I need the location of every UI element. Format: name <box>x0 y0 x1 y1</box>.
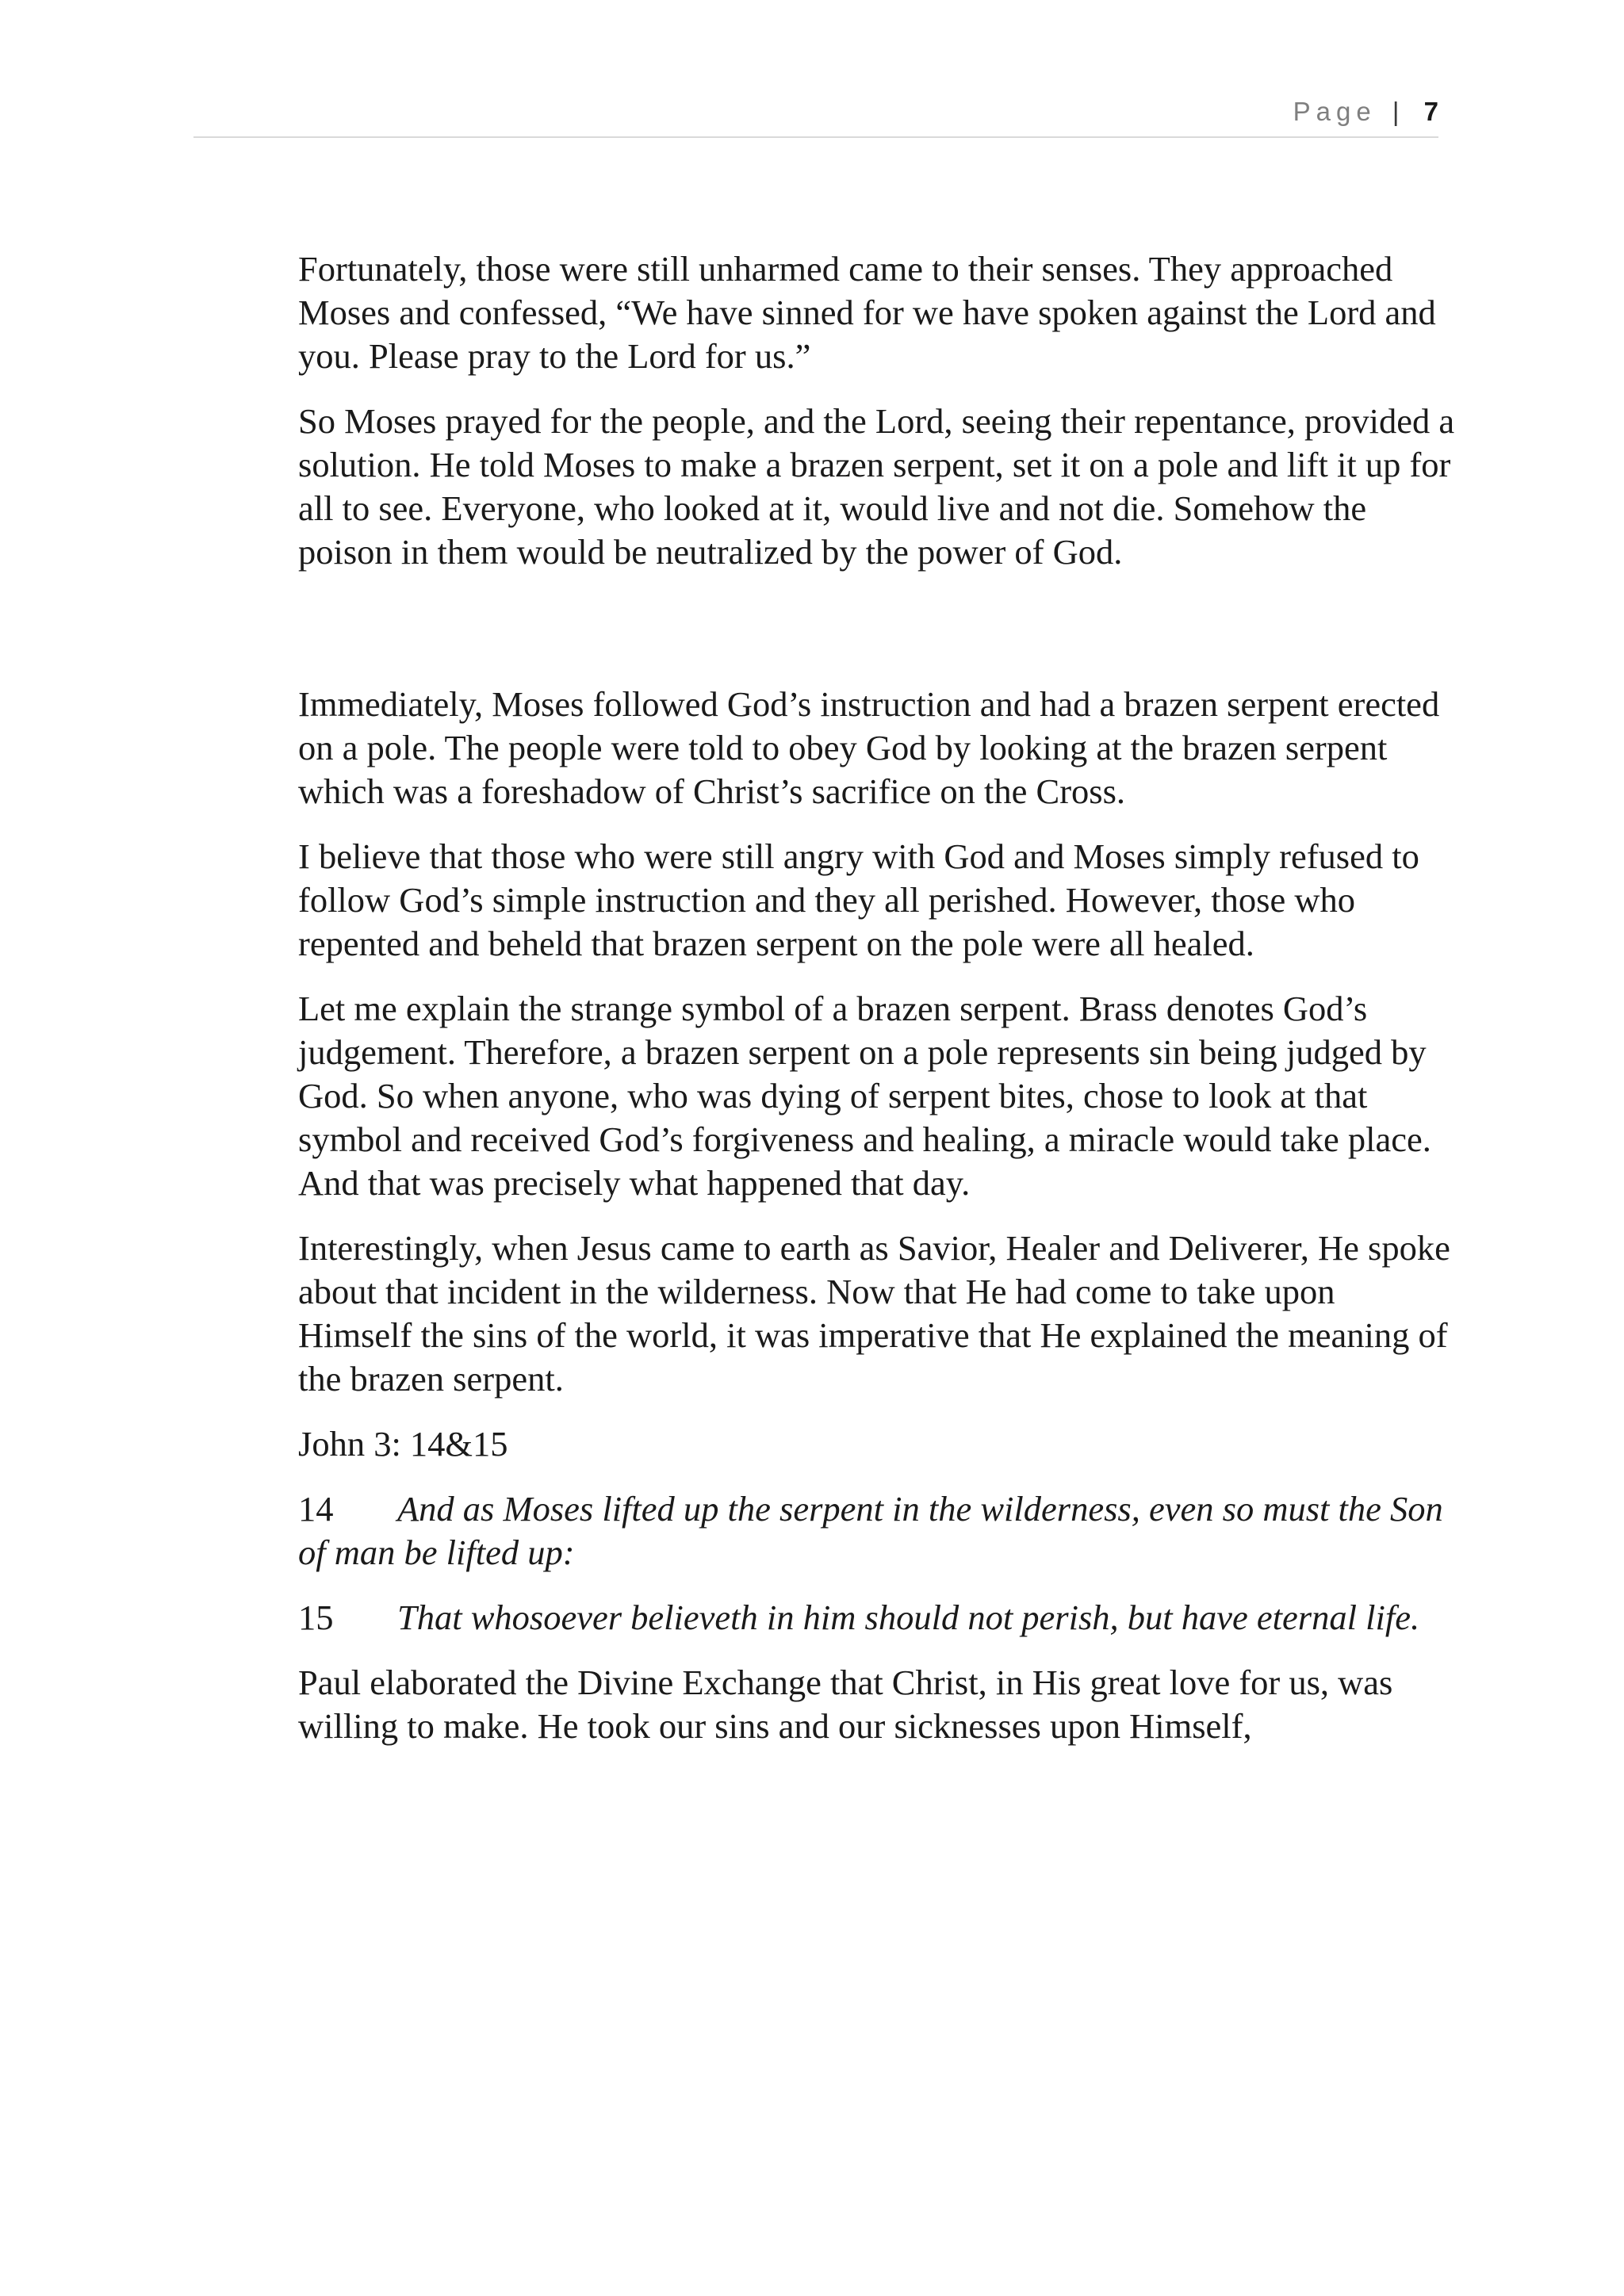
paragraph-repentance: Fortunately, those were still unharmed came to their senses. They approached Moses and confessed, “We have sinned for we have spoken against the Lord and you. Please pray to the Lord for us.” <box>298 249 1436 376</box>
page-word: Page <box>1293 97 1377 126</box>
verse-number: 15 <box>298 1598 334 1637</box>
paragraph-belief: I believe that those who were still angry with God and Moses simply refused to follow God’s simple instruction and they all perished. However, those who repented and beheld that brazen serpent on the pole were all healed. <box>298 836 1419 963</box>
verse-text: And as Moses lifted up the serpent in the wilderness, even so must the Son of man be lifted up: <box>298 1489 1443 1572</box>
paragraph-divine-exchange: Paul elaborated the Divine Exchange that Christ, in His great love for us, was willing to make. He took our sins and our sicknesses upon Himself, <box>298 1663 1393 1746</box>
document-body <box>298 247 1456 1770</box>
paragraph-immediately: Immediately, Moses followed God’s instruction and had a brazen serpent erected on a pole. The people were told to obey God by looking at the brazen serpent which was a foreshadow of Christ’s sacrifice on the Cross. <box>298 684 1440 811</box>
page-number: 7 <box>1423 97 1438 126</box>
verse-number: 14 <box>298 1489 334 1529</box>
page-separator: | <box>1392 97 1405 126</box>
page-header <box>193 89 1438 138</box>
paragraph-moses-prayed: So Moses prayed for the people, and the Lord, seeing their repentance, provided a solution. He told Moses to make a brazen serpent, set it on a pole and lift it up for all to see. Everyone, who looked at it, would live and not die. Somehow the poison in them would be neutralized by the power of God. <box>298 401 1455 572</box>
verse-15 <box>298 1596 1456 1640</box>
page-number-label <box>1293 97 1438 127</box>
paragraph-jesus-spoke: Interestingly, when Jesus came to earth as Savior, Healer and Deliverer, He spoke about that incident in the wilderness. Now that He had come to take upon Himself the sins of the world, it was imperative that He explained the meaning of the brazen serpent. <box>298 1228 1450 1399</box>
scripture-reference: John 3: 14&15 <box>298 1424 508 1464</box>
verse-text: That whosoever believeth in him should not perish, but have eternal life. <box>397 1598 1420 1637</box>
verse-14 <box>298 1487 1456 1575</box>
paragraph-symbol-explanation: Let me explain the strange symbol of a brazen serpent. Brass denotes God’s judgement. Therefore, a brazen serpent on a pole represents sin being judged by God. So when anyone, who was dying of serpent bites, chose to look at that symbol and received God’s forgiveness and healing, a miracle would take place. And that was precisely what happened that day. <box>298 989 1431 1203</box>
